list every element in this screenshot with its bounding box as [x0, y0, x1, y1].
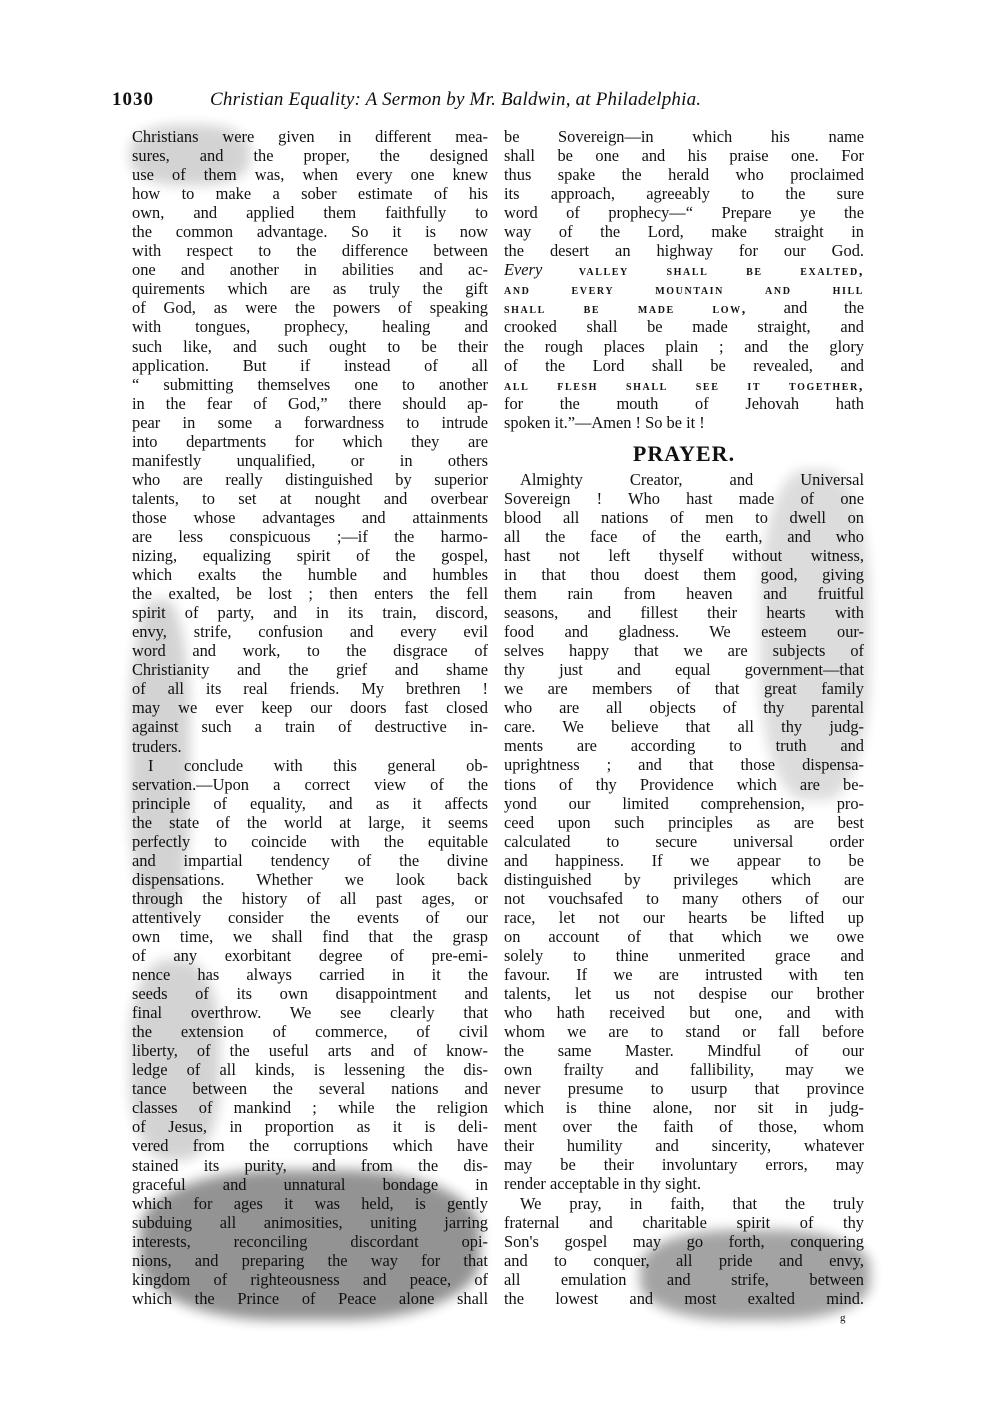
text-line: solely to thine unmerited grace and [504, 945, 864, 965]
text-line: with tongues, prophecy, healing and [132, 317, 488, 337]
text-line: nence has always carried in it the [132, 965, 488, 985]
text-line: application. But if instead of all [132, 355, 488, 375]
text-line: the exalted, be lost ; then enters the fell [132, 584, 488, 604]
text-line: of God, as were the powers of speaking [132, 298, 488, 318]
text-line: which exalts the humble and humbles [132, 565, 488, 585]
scripture-smallcaps: all flesh shall see it together, [504, 378, 864, 394]
running-head [112, 86, 872, 114]
text-line: seasons, and fillest their hearts with [504, 603, 864, 623]
text-line: through the history of all past ages, or [132, 888, 488, 908]
text-line: which for ages it was held, is gently [132, 1193, 488, 1213]
text-line: their humility and sincerity, whatever [504, 1136, 864, 1156]
text-line: principle of equality, and as it affects [132, 793, 488, 813]
signature-mark: g [840, 1312, 846, 1324]
scripture-smallcaps: valley shall be exalted, [578, 264, 864, 280]
text-line: seeds of its own disappointment and [132, 984, 488, 1004]
text-line: pear in some a forwardness to intrude [132, 412, 488, 432]
paragraph-start-line: We pray, in faith, that the truly [520, 1193, 864, 1213]
scripture-quote-line [504, 375, 864, 394]
text-line: which the Prince of Peace alone shall [132, 1288, 488, 1308]
page-number: 1030 [112, 89, 154, 110]
text-line: Christians were given in different mea- [132, 127, 488, 146]
text-line: own time, we shall find that the grasp [132, 926, 488, 946]
text-line: on account of that which we owe [504, 926, 864, 946]
text-line: kingdom of righteousness and peace, of [132, 1269, 488, 1289]
text-line: of Jesus, in proportion as it is deli- [132, 1117, 488, 1137]
text-line: talents, to set at nought and overbear [132, 488, 488, 508]
scripture-quote-line [504, 279, 864, 298]
paragraph-start-line: I conclude with this general ob- [148, 755, 488, 775]
scripture-quote-line [504, 298, 864, 317]
text-line: into departments for which they are [132, 431, 488, 451]
text-line: who are all objects of thy parental [504, 698, 864, 718]
text-line: render acceptable in thy sight. [504, 1174, 702, 1194]
quote-tail: and the [746, 298, 865, 318]
right-column [504, 127, 864, 1308]
text-line: may be their involuntary errors, may [504, 1155, 864, 1175]
text-line: of the Lord shall be revealed, and [504, 355, 864, 375]
text-line: ceed upon such principles as are best [504, 812, 864, 832]
text-line: and happiness. If we appear to be [504, 850, 864, 870]
text-line: of any exorbitant degree of pre-emi- [132, 946, 488, 966]
text-line: the desert an highway for our God. [504, 241, 864, 261]
text-line: calculated to secure universal order [504, 831, 864, 851]
text-line: interests, reconciling discordant opi- [132, 1231, 488, 1251]
text-line: word of prophecy—“ Prepare ye the [504, 203, 864, 223]
text-line: ment over the faith of those, whom [504, 1117, 864, 1137]
text-line: in the fear of God,” there should ap- [132, 393, 488, 413]
text-line: ledge of all kinds, is lessening the dis- [132, 1060, 488, 1080]
text-line: graceful and unnatural bondage in [132, 1174, 488, 1194]
text-line: be Sovereign—in which his name [504, 127, 864, 146]
text-line: Christianity and the grief and shame [132, 660, 488, 680]
text-line: in that thou doest them good, giving [504, 564, 864, 584]
text-line: “ submitting themselves one to another [132, 374, 488, 394]
text-line: liberty, of the useful arts and of know- [132, 1041, 488, 1061]
text-line: of all its real friends. My brethren ! [132, 679, 488, 699]
text-line: all the face of the earth, and who [504, 526, 864, 546]
text-line: envy, strife, confusion and every evil [132, 622, 488, 642]
text-line: and impartial tendency of the divine [132, 850, 488, 870]
text-line: the lowest and most exalted mind. [504, 1288, 864, 1308]
text-line: own, and applied them faithfully to [132, 203, 488, 223]
text-line: all emulation and strife, between [504, 1269, 864, 1289]
text-line: the rough places plain ; and the glory [504, 336, 864, 356]
text-line: fraternal and charitable spirit of thy [504, 1212, 864, 1232]
text-line: against such a train of destructive in- [132, 717, 488, 737]
text-line: subduing all animosities, uniting jarring [132, 1212, 488, 1232]
scripture-smallcaps: and every mountain and hill [504, 283, 864, 299]
text-line: such like, and such ought to be their [132, 336, 488, 356]
text-line: for the mouth of Jehovah hath [504, 393, 864, 413]
text-line: selves happy that we are subjects of [504, 641, 864, 661]
running-title: Christian Equality: A Sermon by Mr. Baldwin, at Philadelphia. [210, 89, 702, 110]
text-line: yond our limited comprehension, pro- [504, 793, 864, 813]
paragraph-start-line: Almighty Creator, and Universal [520, 469, 864, 489]
text-line: distinguished by privileges which are [504, 869, 864, 889]
text-line: who hath received but one, and with [504, 1003, 864, 1023]
text-line: hast not left thyself without witness, [504, 545, 864, 565]
text-line: uprightness ; and that those dispensa- [504, 755, 864, 775]
text-line: Sovereign ! Who hast made of one [504, 488, 864, 508]
text-line: manifestly unqualified, or in others [132, 450, 488, 470]
text-line: whom we are to stand or fall before [504, 1022, 864, 1042]
text-line: stained its purity, and from the dis- [132, 1155, 488, 1175]
text-line: those whose advantages and attainments [132, 507, 488, 527]
text-line: crooked shall be made straight, and [504, 317, 864, 337]
text-line: one and another in abilities and ac- [132, 260, 488, 280]
scripture-smallcaps: shall be made low, [504, 302, 747, 318]
text-line: truders. [132, 736, 182, 756]
text-line: may we ever keep our doors fast closed [132, 698, 488, 718]
text-line: food and gladness. We esteem our- [504, 622, 864, 642]
text-line: and to conquer, all pride and envy, [504, 1250, 864, 1270]
text-line: thus spake the herald who proclaimed [504, 165, 864, 185]
text-line: sures, and the proper, the designed [132, 146, 488, 166]
text-line: vered from the corruptions which have [132, 1136, 488, 1156]
text-line: the same Master. Mindful of our [504, 1041, 864, 1061]
text-line: spoken it.”—Amen ! So be it ! [504, 412, 705, 432]
text-line: spirit of party, and in its train, discord, [132, 603, 488, 623]
text-line: perfectly to coincide with the equitable [132, 831, 488, 851]
text-line: who are really distinguished by superior [132, 469, 488, 489]
section-heading-prayer: PRAYER. [632, 440, 736, 466]
text-line: tance between the several nations and [132, 1079, 488, 1099]
text-line: are less conspicuous ;—if the harmo- [132, 526, 488, 546]
text-line: own frailty and fallibility, may we [504, 1060, 864, 1080]
text-line: nions, and preparing the way for that [132, 1250, 488, 1270]
text-line: blood all nations of men to dwell on [504, 507, 864, 527]
text-line: the state of the world at large, it seems [132, 812, 488, 832]
text-line: its approach, agreeably to the sure [504, 184, 864, 204]
text-line: classes of mankind ; while the religion [132, 1098, 488, 1118]
left-column [132, 127, 488, 1308]
text-line: thy just and equal government—that [504, 660, 864, 680]
quote-lead-word: Every [504, 260, 543, 280]
text-line: final overthrow. We see clearly that [132, 1003, 488, 1023]
text-line: which is thine alone, nor sit in judg- [504, 1098, 864, 1118]
text-line: word and work, to the disgrace of [132, 641, 488, 661]
text-line: not vouchsafed to many others of our [504, 888, 864, 908]
text-line: nizing, equalizing spirit of the gospel, [132, 546, 488, 566]
text-line: care. We believe that all thy judg- [504, 717, 864, 737]
text-line: how to make a sober estimate of his [132, 184, 488, 204]
text-line: dispensations. Whether we look back [132, 869, 488, 889]
text-line: with respect to the difference between [132, 241, 488, 261]
text-line: favour. If we are intrusted with ten [504, 964, 864, 984]
text-line: use of them was, when every one knew [132, 165, 488, 185]
text-line: the extension of commerce, of civil [132, 1022, 488, 1042]
text-line: them rain from heaven and fruitful [504, 584, 864, 604]
text-line: talents, let us not despise our brother [504, 984, 864, 1004]
text-line: we are members of that great family [504, 679, 864, 699]
text-line: Son's gospel may go forth, conquering [504, 1231, 864, 1251]
text-line: ments are according to truth and [504, 736, 864, 756]
text-line: the common advantage. So it is now [132, 222, 488, 242]
text-line: race, let not our hearts be lifted up [504, 907, 864, 927]
text-line: way of the Lord, make straight in [504, 222, 864, 242]
scripture-quote-line [504, 260, 864, 279]
text-line: never presume to usurp that province [504, 1079, 864, 1099]
text-line: attentively consider the events of our [132, 907, 488, 927]
text-line: shall be one and his praise one. For [504, 146, 864, 166]
text-line: servation.—Upon a correct view of the [132, 774, 488, 794]
text-line: quirements which are as truly the gift [132, 279, 488, 299]
text-line: tions of thy Providence which are be- [504, 774, 864, 794]
